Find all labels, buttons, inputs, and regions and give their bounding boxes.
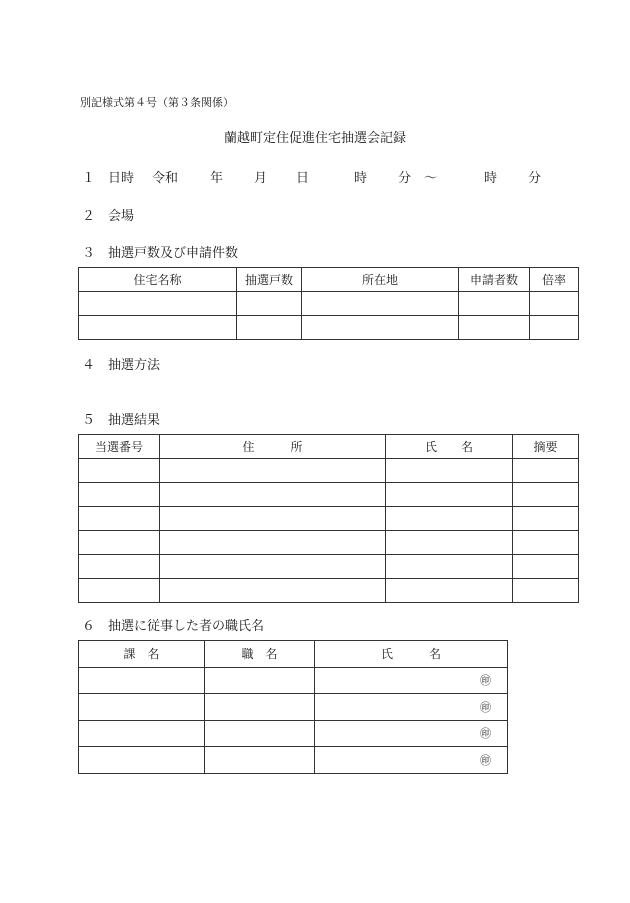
form-reference: 別記様式第４号（第３条関係） xyxy=(80,96,234,109)
table-row xyxy=(79,555,579,579)
venue-label: 会場 xyxy=(108,209,135,224)
header-location: 所在地 xyxy=(302,268,459,292)
header-ratio: 倍率 xyxy=(530,268,579,292)
header-address: 住 所 xyxy=(160,435,386,459)
header-lottery-units: 抽選戸数 xyxy=(237,268,302,292)
lottery-count-table xyxy=(78,267,579,340)
table-row xyxy=(79,667,508,694)
table-row xyxy=(79,507,579,531)
section-5-number: ５ xyxy=(82,413,96,428)
header-section: 課 名 xyxy=(79,641,205,668)
range-tilde: ～ xyxy=(424,171,438,186)
start-minute-label: 分 xyxy=(398,171,412,186)
section-2-venue xyxy=(82,205,134,224)
end-minute-label: 分 xyxy=(528,171,542,186)
header-housing-name: 住宅名称 xyxy=(79,268,237,292)
method-label: 抽選方法 xyxy=(108,358,161,373)
table-row xyxy=(79,747,508,774)
day-label: 日 xyxy=(296,171,310,186)
section-5-label: 抽選結果 xyxy=(108,413,161,428)
section-6-label: 抽選に従事した者の職氏名 xyxy=(108,619,265,634)
era-label: 令和 xyxy=(152,171,179,186)
section-6-heading xyxy=(82,615,264,634)
section-6-number: ６ xyxy=(82,619,96,634)
section-2-number: ２ xyxy=(82,209,96,224)
header-applicants: 申請者数 xyxy=(459,268,530,292)
table-row xyxy=(79,579,579,603)
lottery-result-table xyxy=(78,434,579,603)
table-header-row xyxy=(79,268,579,292)
section-3-number: ３ xyxy=(82,246,96,261)
datetime-label: 日時 xyxy=(108,171,135,186)
table-header-row xyxy=(79,435,579,459)
header-position: 職 名 xyxy=(205,641,315,668)
seal-icon: ㊞ xyxy=(480,700,491,714)
table-row xyxy=(79,292,579,316)
header-remarks: 摘要 xyxy=(513,435,579,459)
month-label: 月 xyxy=(254,171,268,186)
seal-icon: ㊞ xyxy=(480,674,491,688)
header-winning-number: 当選番号 xyxy=(79,435,160,459)
end-hour-label: 時 xyxy=(484,171,498,186)
section-5-heading xyxy=(82,409,160,428)
staff-table xyxy=(78,640,508,774)
table-row xyxy=(79,694,508,721)
header-staff-name: 氏 名 xyxy=(315,641,508,668)
table-header-row xyxy=(79,641,508,668)
table-row xyxy=(79,459,579,483)
seal-icon: ㊞ xyxy=(480,727,491,741)
section-4-method xyxy=(82,354,160,373)
year-label: 年 xyxy=(210,171,224,186)
seal-icon: ㊞ xyxy=(480,753,491,767)
table-row xyxy=(79,531,579,555)
section-3-label: 抽選戸数及び申請件数 xyxy=(108,246,239,261)
section-1-datetime xyxy=(82,167,552,185)
table-row xyxy=(79,316,579,340)
section-3-heading xyxy=(82,242,238,261)
start-hour-label: 時 xyxy=(354,171,368,186)
header-name: 氏 名 xyxy=(386,435,513,459)
table-row xyxy=(79,720,508,747)
table-row xyxy=(79,483,579,507)
section-4-number: ４ xyxy=(82,358,96,373)
document-title: 蘭越町定住促進住宅抽選会記録 xyxy=(223,131,406,146)
section-1-number: １ xyxy=(82,171,96,186)
